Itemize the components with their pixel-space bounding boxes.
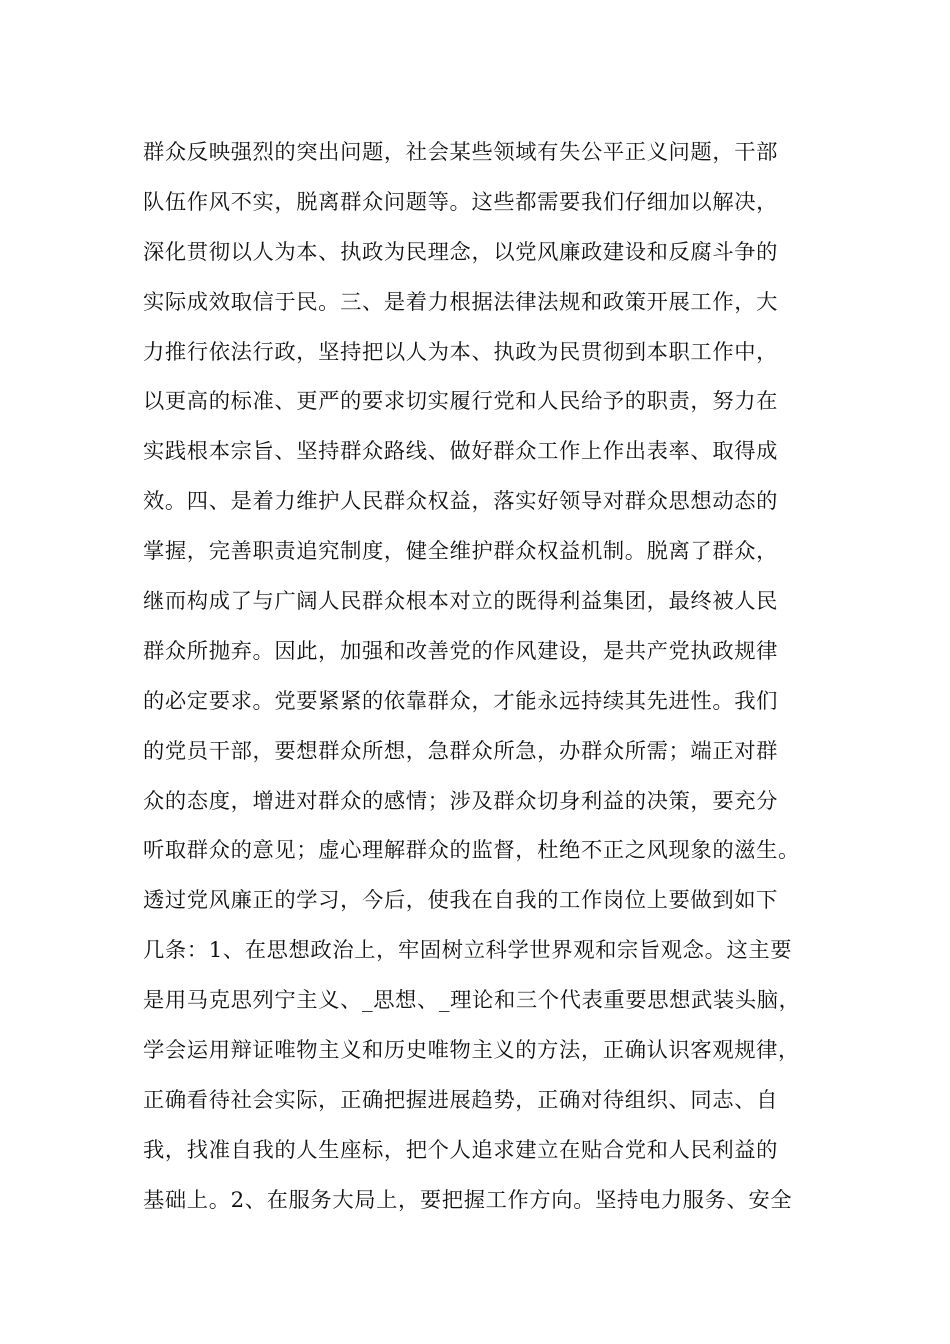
text-line-13: 的党员干部，要想群众所想，急群众所急，办群众所需；端正对群 xyxy=(143,738,779,764)
text-line-20: 正确看待社会实际，正确把握进展趋势，正确对待组织、同志、自 xyxy=(143,1087,779,1113)
text-line-17: 几条：1、在思想政治上，牢固树立科学世界观和宗旨观念。这主要 xyxy=(143,938,793,964)
text-line-8: 效。四、是着力维护人民群众权益，落实好领导对群众思想动态的 xyxy=(143,489,779,515)
text-line-7: 实践根本宗旨、坚持群众路线、做好群众工作上作出表率、取得成 xyxy=(143,439,779,465)
text-line-12: 的必定要求。党要紧紧的依靠群众，才能永远持续其先进性。我们 xyxy=(143,688,779,714)
text-line-19: 学会运用辩证唯物主义和历史唯物主义的方法，正确认识客观规律， xyxy=(143,1038,800,1064)
text-line-5: 力推行依法行政，坚持把以人为本、执政为民贯彻到本职工作中， xyxy=(143,339,779,365)
text-line-2: 队伍作风不实，脱离群众问题等。这些都需要我们仔细加以解决， xyxy=(143,189,779,215)
text-line-11: 群众所抛弃。因此，加强和改善党的作风建设，是共产党执政规律 xyxy=(143,638,779,664)
text-line-14: 众的态度，增进对群众的感情；涉及群众切身利益的决策，要充分 xyxy=(143,788,779,814)
text-line-15: 听取群众的意见；虚心理解群众的监督，杜绝不正之风现象的滋生。 xyxy=(143,838,800,864)
text-line-16: 透过党风廉正的学习，今后，使我在自我的工作岗位上要做到如下 xyxy=(143,888,779,914)
text-line-21: 我，找准自我的人生座标，把个人追求建立在贴合党和人民利益的 xyxy=(143,1137,779,1163)
text-line-9: 掌握，完善职责追究制度，健全维护群众权益机制。脱离了群众， xyxy=(143,539,779,565)
text-line-6: 以更高的标准、更严的要求切实履行党和人民给予的职责，努力在 xyxy=(143,389,779,415)
text-line-1: 群众反映强烈的突出问题，社会某些领域有失公平正义问题，干部 xyxy=(143,140,779,165)
text-line-4: 实际成效取信于民。三、是着力根据法律法规和政策开展工作，大 xyxy=(143,289,779,315)
text-line-22: 基础上。2、在服务大局上，要把握工作方向。坚持电力服务、安全 xyxy=(143,1187,793,1213)
text-line-18: 是用马克思列宁主义、_思想、_理论和三个代表重要思想武装头脑， xyxy=(143,988,801,1014)
text-line-3: 深化贯彻以人为本、执政为民理念，以党风廉政建设和反腐斗争的 xyxy=(143,239,779,265)
text-line-10: 继而构成了与广阔人民群众根本对立的既得利益集团，最终被人民 xyxy=(143,589,779,615)
body-text xyxy=(143,134,823,1232)
